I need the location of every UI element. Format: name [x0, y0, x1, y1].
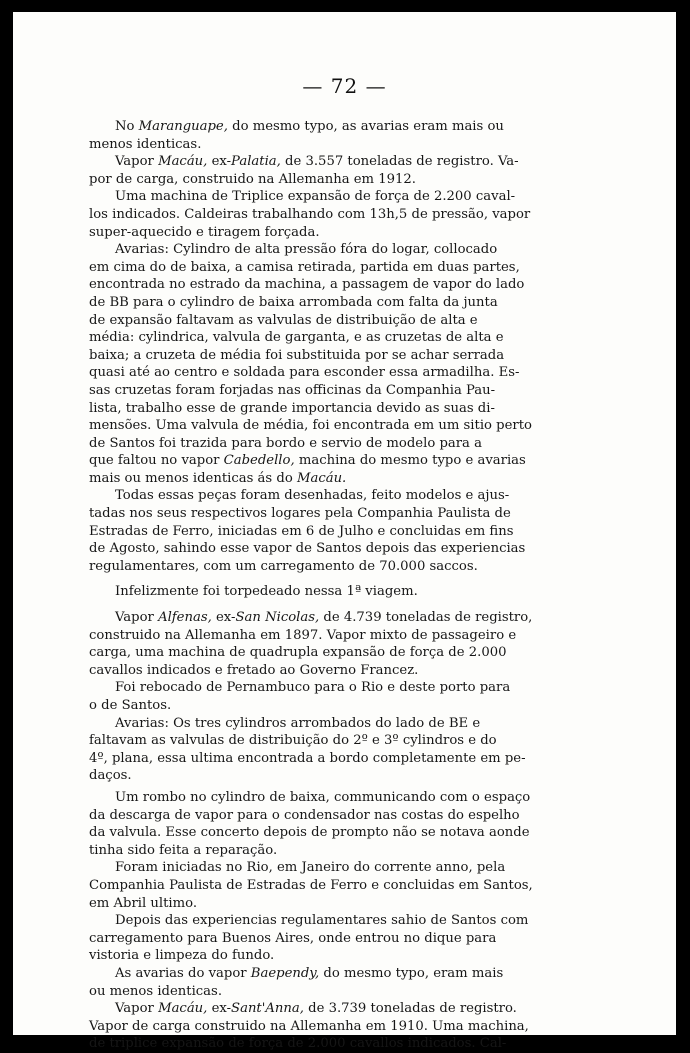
text-line: [89, 842, 603, 860]
text-line: [89, 136, 603, 154]
text-line: [89, 1000, 603, 1018]
text-fragment: o de Santos.: [89, 698, 172, 713]
text-fragment: cavallos indicados e fretado ao Governo Francez.: [89, 662, 419, 678]
text-fragment: tadas nos seus respectivos logares pela Companhia Paulista de: [89, 506, 511, 522]
text-line: [89, 662, 603, 680]
text-fragment: da valvula. Esse concerto depois de prompto não se notava aonde: [89, 825, 530, 841]
text-line: [89, 400, 603, 418]
text-fragment: Uma machina de Triplice expansão de força de 2.200 caval-: [115, 189, 516, 205]
text-line: [89, 241, 603, 259]
text-fragment: mensões. Uma valvula de média, foi encontrada em um sitio perto: [89, 418, 532, 434]
text-line: [89, 627, 603, 645]
text-line: [89, 732, 603, 750]
text-line: [89, 789, 603, 807]
text-line: [89, 312, 603, 330]
text-fragment: ou menos identicas.: [89, 983, 223, 999]
text-line: [89, 417, 603, 435]
text-line: [89, 487, 603, 505]
text-line: [89, 609, 603, 627]
text-line: [89, 930, 603, 948]
ship-name: Baependy,: [250, 965, 320, 981]
text-fragment: do mesmo typo, eram mais: [319, 965, 504, 981]
ship-name: San Nicolas,: [235, 610, 320, 626]
text-fragment: Estradas de Ferro, iniciadas em 6 de Julho e concluidas em fins: [89, 523, 514, 539]
text-fragment: de 4.739 toneladas de registro,: [319, 610, 533, 626]
text-line: [89, 382, 603, 400]
text-line: [89, 276, 603, 294]
text-fragment: quasi até ao centro e soldada para esconder essa armadilha. Es-: [89, 365, 520, 381]
text-fragment: faltavam as valvulas de distribuição do 2º e 3º cylindros e do: [89, 733, 497, 749]
text-fragment: vistoria e limpeza do fundo.: [89, 948, 275, 964]
ship-name: Palatia,: [231, 154, 281, 170]
text-fragment: Um rombo no cylindro de baixa, communicando com o espaço: [115, 789, 531, 805]
text-line: [89, 206, 603, 224]
text-line: [89, 947, 603, 965]
text-fragment: daços.: [89, 768, 132, 784]
text-fragment: Vapor de carga construido na Allemanha em 1910. Uma machina,: [89, 1018, 529, 1034]
text-line: [89, 329, 603, 347]
ship-name: Sant'Anna,: [231, 1001, 304, 1017]
ship-name: Maranguape,: [138, 119, 228, 134]
ship-name: Macáu,: [158, 1001, 208, 1017]
text-line: [89, 171, 603, 189]
text-line: [89, 750, 603, 768]
text-fragment: Todas essas peças foram desenhadas, feito modelos e ajus-: [115, 488, 510, 504]
text-line: [89, 347, 603, 365]
text-fragment: sas cruzetas foram forjadas nas officinas da Companhia Pau-: [89, 382, 496, 398]
text-fragment: menos identicas.: [89, 136, 202, 152]
text-fragment: média: cylindrica, valvula de garganta, e as cruzetas de alta e: [89, 330, 504, 346]
text-line: [89, 505, 603, 523]
text-fragment: No: [115, 119, 139, 134]
document-page: [13, 12, 676, 1052]
text-fragment: do mesmo typo, as avarias eram mais ou: [227, 119, 504, 134]
text-fragment: Vapor: [115, 610, 159, 626]
text-fragment: ex-: [207, 1001, 232, 1017]
text-fragment: por de carga, construido na Allemanha em 1912.: [89, 171, 417, 187]
text-fragment: tinha sido feita a reparação.: [89, 842, 278, 858]
text-fragment: Avarias: Cylindro de alta pressão fóra do logar, collocado: [115, 242, 498, 258]
text-line: [89, 558, 603, 576]
text-line: [89, 153, 603, 171]
text-line: [89, 259, 603, 277]
ship-name: Macáu,: [158, 154, 208, 170]
text-line: [89, 452, 603, 470]
text-line: [89, 1035, 603, 1053]
text-fragment: machina do mesmo typo e avarias: [294, 453, 526, 469]
text-fragment: Depois das experiencias regulamentares sahio de Santos com: [115, 913, 529, 929]
text-fragment: Foram iniciadas no Rio, em Janeiro do corrente anno, pela: [115, 860, 506, 876]
text-fragment: carregamento para Buenos Aires, onde entrou no dique para: [89, 930, 497, 946]
text-line: [89, 540, 603, 558]
text-line: [89, 807, 603, 825]
text-fragment: de 3.557 toneladas de registro. Va-: [280, 154, 519, 170]
text-line: [89, 824, 603, 842]
text-line: [89, 895, 603, 913]
text-fragment: super-aquecido e tiragem forçada.: [89, 224, 320, 240]
text-line: [89, 435, 603, 453]
text-fragment: baixa; a cruzeta de média foi substituida por se achar serrada: [89, 347, 505, 363]
ship-name: Macáu.: [296, 470, 347, 486]
text-fragment: los indicados. Caldeiras trabalhando com 13h,5 de pressão, vapor: [89, 206, 531, 222]
text-fragment: carga, uma machina de quadrupla expansão de força de 2.000: [89, 645, 507, 661]
text-line: [89, 224, 603, 242]
body-text: [89, 118, 603, 1053]
text-line: [89, 644, 603, 662]
text-line: [89, 983, 603, 1001]
text-fragment: construido na Allemanha em 1897. Vapor mixto de passageiro e: [89, 627, 517, 643]
text-line: [89, 1018, 603, 1036]
text-fragment: encontrada no estrado da machina, a passagem de vapor do lado: [89, 277, 525, 293]
text-fragment: ex-: [211, 610, 236, 626]
text-fragment: que faltou no vapor: [89, 453, 224, 469]
text-fragment: de 3.739 toneladas de registro.: [303, 1001, 517, 1017]
text-line: [89, 364, 603, 382]
text-fragment: As avarias do vapor: [115, 965, 251, 981]
text-line: [89, 912, 603, 930]
text-fragment: Vapor: [115, 1001, 159, 1017]
page-number: — 72 —: [302, 74, 387, 98]
text-line: [89, 715, 603, 733]
text-fragment: lista, trabalho esse de grande importancia devido as suas di-: [89, 400, 495, 416]
ship-name: Cabedello,: [223, 453, 295, 469]
text-fragment: de BB para o cylindro de baixa arrombada com falta da junta: [89, 294, 498, 310]
text-fragment: Foi rebocado de Pernambuco para o Rio e deste porto para: [115, 680, 511, 696]
text-line: [89, 697, 603, 715]
text-line: [89, 679, 603, 697]
text-line: [89, 965, 603, 983]
text-fragment: de expansão faltavam as valvulas de distribuição de alta e: [89, 312, 478, 328]
text-line: [89, 294, 603, 312]
text-fragment: Vapor: [115, 154, 159, 170]
text-fragment: da descarga de vapor para o condensador nas costas do espelho: [89, 807, 520, 823]
text-line: [89, 118, 603, 136]
text-fragment: de Santos foi trazida para bordo e servio de modelo para a: [89, 435, 482, 451]
text-line: [89, 877, 603, 895]
text-fragment: Avarias: Os tres cylindros arrombados do lado de BE e: [115, 715, 481, 731]
text-fragment: Infelizmente foi torpedeado nessa 1ª viagem.: [115, 584, 418, 600]
text-fragment: mais ou menos identicas ás do: [89, 470, 297, 486]
text-line: [89, 470, 603, 488]
text-line: [89, 188, 603, 206]
text-line: [89, 767, 603, 785]
text-fragment: de Agosto, sahindo esse vapor de Santos depois das experiencias: [89, 541, 526, 557]
text-fragment: de triplice expansão de força de 2.000 cavallos indicados. Cal-: [89, 1036, 507, 1052]
text-fragment: Companhia Paulista de Estradas de Ferro e concluidas em Santos,: [89, 877, 533, 893]
text-line: [89, 523, 603, 541]
ship-name: Alfenas,: [158, 610, 212, 626]
text-fragment: regulamentares, com um carregamento de 70.000 saccos.: [89, 558, 478, 574]
text-line: [89, 859, 603, 877]
text-fragment: ex-: [207, 154, 232, 170]
text-fragment: em cima do de baixa, a camisa retirada, partida em duas partes,: [89, 259, 520, 275]
text-line: [89, 583, 603, 601]
text-fragment: em Abril ultimo.: [89, 895, 198, 911]
text-fragment: 4º, plana, essa ultima encontrada a bordo completamente em pe-: [89, 750, 526, 766]
